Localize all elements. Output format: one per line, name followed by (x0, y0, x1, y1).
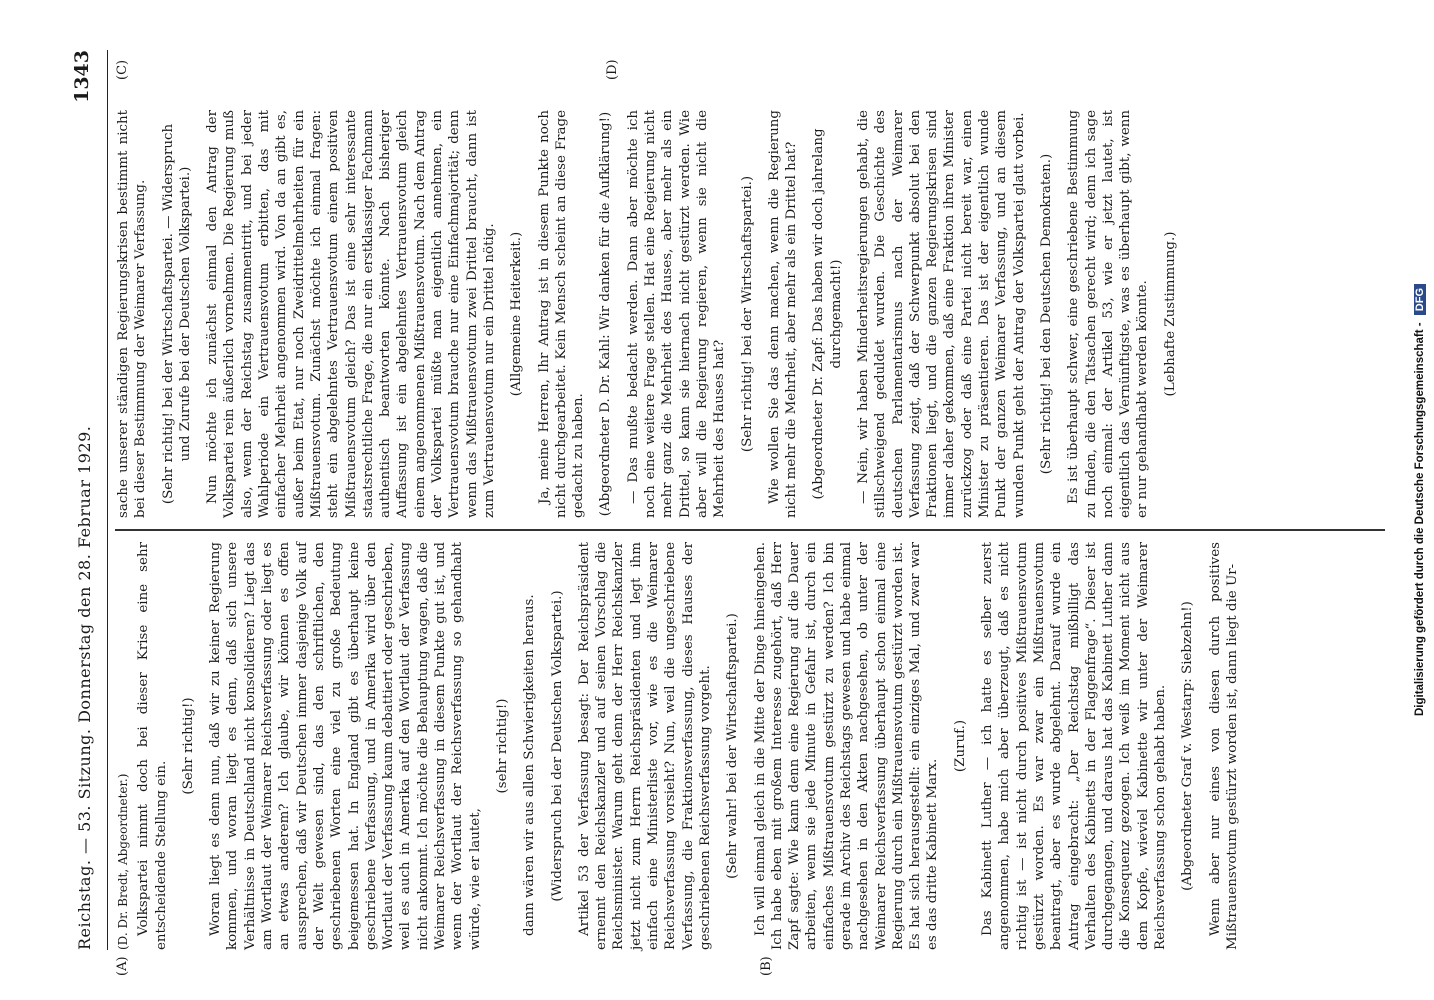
interjection: (Sehr richtig! bei den Deutschen Demokraten.) (1038, 153, 1054, 475)
column-divider (115, 530, 1385, 532)
interjection: (Abgeordneter Dr. Zapf: Das haben wir doch jahrelang durchgemacht!) (811, 128, 844, 500)
paragraph: Es ist überhaupt schwer, eine geschriebene Bestimmung zu finden, die den Tatsachen gerecht wird; denn ich sage noch einmal: der Artikel 53, wie er jetzt lautet, ist eigentlich das Vernünftigste, was es überhaupt gibt, wenn er nur gehandhabt werden könnte. (1066, 110, 1151, 518)
interjection: (Sehr wahr! bei der Wirtschaftspartei.) (725, 613, 741, 879)
paragraph: dann wären wir aus allen Schwierigkeiten heraus. (522, 594, 538, 936)
dfg-logo: DFG (1414, 284, 1426, 315)
paragraph: Artikel 53 der Verfassung besagt: Der Reichspräsident ernennt den Reichskanzler und auf seinen Vorschlag die Reichsminister. Warum geht denn der Herr Reichskanzler jetzt nicht zum Herrn Reichspräsidenten und legt ihm einfach eine Ministerliste vor, wie es die Weimarer Reichsverfassung vorsieht? Nun, weil die ungeschriebene Verfassung, die Fraktionsverfassung, dieses Hauses der geschriebenen Reichsverfassung vorgeht. (576, 542, 713, 950)
interjection: (Widerspruch bei der Deutschen Volkspartei.) (549, 590, 565, 902)
interjection: (sehr richtig!) (494, 698, 510, 794)
margin-marker-c: (C) (115, 59, 130, 80)
right-text-column (115, 110, 1189, 518)
interjection: (Abgeordneter Graf v. Westarp: Siebzehn!) (1180, 601, 1196, 891)
margin-marker-d: (D) (605, 59, 620, 80)
interjection: (Lebhafte Zustimmung.) (1162, 231, 1178, 397)
paragraph: Das Kabinett Luther — ich hatte es selber zuerst angenommen, habe mich aber überzeugt, daß es nicht richtig ist — ist nicht durch positives Mißtrauensvotum gestürzt worden. Es war zwar ein Mißtrauensvotum beantragt, aber es wurde abgelehnt. Darauf wurde ein Antrag eingebracht: „Der Reichstag mißbilligt das Verhalten des Kabinetts in der Flaggenfrage“. Dieser ist durchgegangen, und daraus hat das Kabinett Luther dann die Konsequenz gezogen. Ich weiß im Moment nicht aus dem Kopfe, wieviel Kabinette wir unter der Weimarer Reichsverfassung schon gehabt haben. (980, 542, 1169, 950)
interjection: (Zuruf.) (952, 719, 968, 773)
paragraph: Wenn aber nur eines von diesen durch positives Mißtrauensvotum gestürzt worden ist, dann liegt die Ur- (1207, 542, 1240, 950)
interjection: (Sehr richtig!) (180, 697, 196, 795)
rotated-document-page (67, 50, 1397, 976)
paragraph: — Nein, wir haben Minderheitsregierungen gehabt, die stillschweigend geduldet wurden. Die Geschichte des deutschen Parlamentarismus nach der Weimarer Verfassung zeigt, daß der Schwerpunkt absolut bei den Fraktionen liegt, und die ganzen Regierungskrisen sind immer daher gekommen, daß eine Fraktion ihren Minister zurückzog oder daß eine Partei nicht bereit war, einen Minister zu präsentieren. Das ist der eigentlich wunde Punkt der ganzen Weimarer Verfassung, und an diesem wunden Punkt geht der Antrag der Volkspartei glatt vorbei. (855, 110, 1027, 518)
margin-marker-b: (B) (759, 956, 774, 976)
margin-marker-a: (A) (115, 956, 130, 976)
speaker-line: (D. Dr. Bredt, Abgeordneter.) (116, 773, 130, 950)
interjection: (Sehr richtig! bei der Wirtschaftspartei.) (739, 175, 755, 453)
page-number: 1343 (71, 50, 93, 103)
digitization-text: Digitalisierung gefördert durch die Deutsche Forschungsgemeinschaft - (1414, 322, 1426, 717)
interjection: (Abgeordneter D. Dr. Kahl: Wir danken für die Aufklärung!) (598, 111, 614, 517)
paragraph: Ich will einmal gleich in die Mitte der Dinge hineingehen. Ich habe eben mit großem Interesse zugehört, daß Herr Zapf sagte: Wie kann denn eine Regierung auf die Dauer arbeiten, wenn sie jede Minute in Gefahr ist, durch ein einfaches Mißtrauensvotum gestürzt zu werden? Ich bin gerade im Archiv des Reichstags gewesen und habe einmal nachgesehen in den Akten nachgesehen, ob unter der Weimarer Reichsverfassung überhaupt schon einmal eine Regierung durch ein Mißtrauensvotum gestürzt worden ist. Es hat sich herausgestellt: ein einziges Mal, und zwar war es das dritte Kabinett Marx. (752, 542, 941, 950)
paragraph: Wie wollen Sie das denn machen, wenn die Regierung nicht mehr die Mehrheit, aber mehr als ein Drittel hat? (766, 110, 800, 518)
paragraph: Volkspartei nimmt doch bei dieser Krise eine sehr entscheidende Stellung ein. (136, 542, 169, 950)
interjection: (Sehr richtig! bei der Wirtschaftspartei. — Widerspruch und Zurufe bei der Deutschen Volkspartei.) (160, 123, 193, 505)
digitization-note (1414, 0, 1426, 1000)
paragraph: Nun möchte ich zunächst einmal den Antrag der Volkspartei rein äußerlich vornehmen. Die Regierung muß also, wenn der Reichstag zusammentritt, und bei jeder Wahlperiode ein Vertrauensvotum erbitten, das mit einfacher Mehrheit angenommen wird. Von da an gibt es, außer beim Etat, nur noch Zweidrittelmehrheiten für ein Mißtrauensvotum. Zunächst möchte ich einmal fragen: steht ein abgelehntes Vertrauensvotum einem positiven Mißtrauensvotum gleich? Das ist eine sehr interessante staatsrechtliche Frage, die nur ein erstklassiger Fachmann authentisch beantworten könnte. Nach bisheriger Auffassung ist ein abgelehntes Vertrauensvotum gleich einem angenommenen Mißtrauensvotum. Nach dem Antrag der Volkspartei müßte man eigentlich annehmen, ein Vertrauensvotum brauche nur eine Einfachmajorität; denn wenn das Mißtrauensvotum zwei Drittel braucht, dann ist zum Vertrauensvotum nur ein Drittel nötig. (205, 109, 497, 518)
paragraph: Woran liegt es denn nun, daß wir zu keiner Regierung kommen, und woran liegt es denn, daß sich unsere Verhältnisse in Deutschland nicht konsolidieren? Liegt das am Wortlaut der Weimarer Reichsverfassung oder liegt es an etwas anderem? Ich glaube, wir können es offen aussprechen, daß wir Deutschen immer dasjenige Volk auf der Welt gewesen sind, das den schriftlichen, den geschriebenen Worten eine viel zu große Bedeutung beigemessen hat. In England gibt es überhaupt keine geschriebene Verfassung, und in Amerika wird über den Wortlaut der Verfassung kaum debattiert oder geschrieben, weil es auch in Amerika auf den Wortlaut der Verfassung nicht ankommt. Ich möchte die Behauptung wagen, daß die Weimarer Reichsverfassung in diesem Punkte gut ist, und wenn der Wortlaut der Reichsverfassung so gehandhabt würde, wie er lautet, (208, 542, 483, 950)
paragraph: Ja, meine Herren, Ihr Antrag ist in diesem Punkte noch nicht durchgearbeitet. Kein Mensch scheint an diese Frage gedacht zu haben. (536, 110, 587, 518)
paragraph: sache unserer ständigen Regierungskrisen bestimmt nicht bei dieser Bestimmung der Weimarer Verfassung. (116, 110, 149, 518)
left-text-column (115, 542, 1244, 950)
paragraph: — Das mußte bedacht werden. Dann aber möchte ich noch eine weitere Frage stellen. Hat eine Regierung nicht mehr ganz die Mehrheit des Hauses, aber mehr als ein Drittel, so kann sie hiernach nicht gestürzt werden. Wie aber will die Regierung regieren, wenn sie nicht die Mehrheit des Hauses hat? (625, 110, 728, 518)
running-title: Reichstag. — 53. Sitzung. Donnerstag den 28. Februar 1929. (75, 425, 94, 950)
page-header (67, 50, 108, 950)
interjection: (Allgemeine Heiterkeit.) (509, 231, 525, 397)
